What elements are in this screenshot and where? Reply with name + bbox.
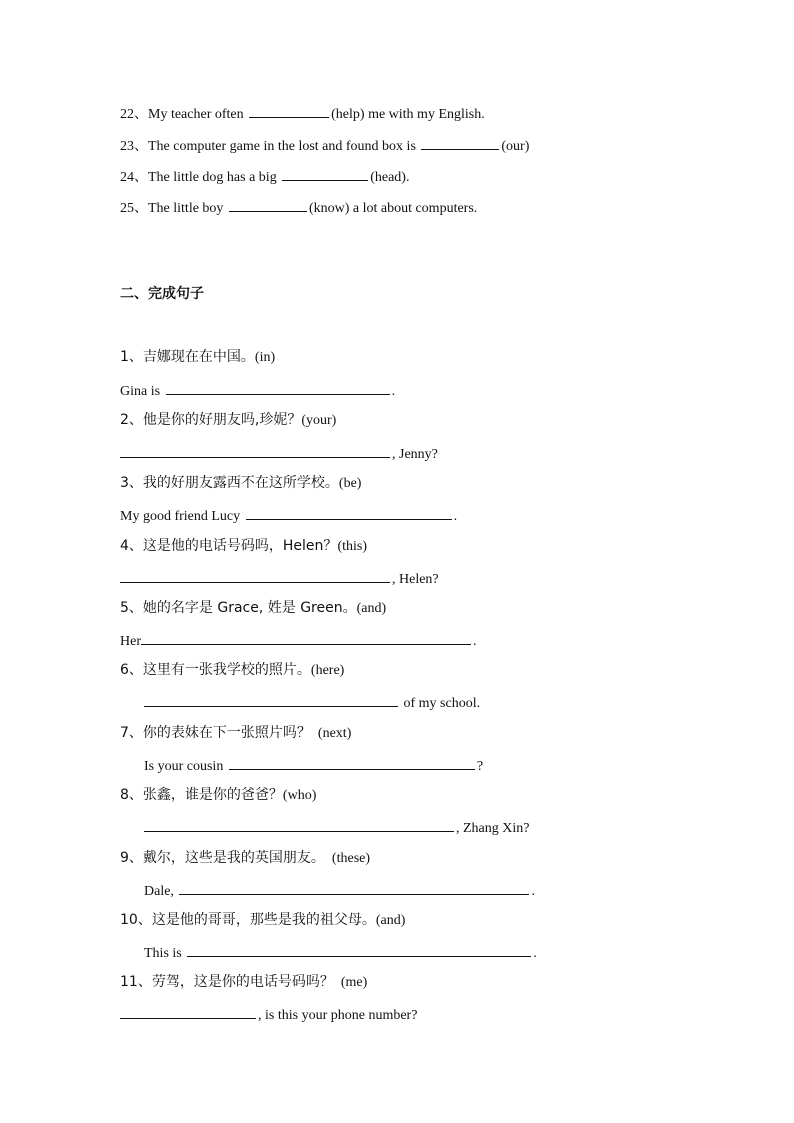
answer-line-10 — [144, 942, 537, 963]
answer-line-4 — [120, 568, 439, 589]
answer-line-5 — [120, 630, 477, 651]
answer-prefix: Gina is — [120, 384, 164, 399]
prompt-text: 3、我的好朋友露西不在这所学校。 — [120, 475, 339, 491]
answer-suffix: . — [531, 884, 535, 899]
sentence-prompt-7 — [120, 724, 351, 743]
section-heading: 二、完成句子 — [120, 286, 204, 302]
answer-prefix: Dale, — [144, 884, 178, 899]
prompt-text: 1、吉娜现在在中国。 — [120, 349, 255, 365]
hint-word: (know) — [308, 201, 350, 216]
hint-word: (your) — [301, 413, 337, 428]
prompt-text: 5、她的名字是 Grace, 姓是 Green。 — [120, 600, 357, 616]
prompt-text: 11、劳驾，这是你的电话号码吗？ — [120, 974, 334, 990]
sentence-prompt-11 — [120, 973, 367, 992]
sentence-prompt-4 — [120, 537, 367, 556]
prompt-text: 9、戴尔，这些是我的英国朋友。 — [120, 850, 325, 866]
hint-word: (who) — [282, 788, 317, 803]
answer-line-7 — [144, 755, 483, 776]
answer-blank[interactable] — [249, 103, 329, 118]
sentence-prompt-3 — [120, 474, 361, 493]
question-text: The little boy — [148, 201, 227, 216]
hint-word: (in) — [254, 350, 276, 365]
question-number: 22、 — [120, 107, 148, 122]
question-text: My teacher often — [148, 107, 248, 122]
prompt-text: 2、他是你的好朋友吗,珍妮？ — [120, 412, 302, 428]
prompt-text: 10、这是他的哥哥，那些是我的祖父母。 — [120, 912, 376, 928]
question-23 — [120, 135, 529, 156]
prompt-text: 8、张鑫，谁是你的爸爸？ — [120, 787, 283, 803]
question-text-end: a lot about computers. — [349, 201, 478, 216]
question-number: 25、 — [120, 201, 148, 216]
answer-blank[interactable] — [187, 942, 531, 957]
question-number: 23、 — [120, 139, 148, 154]
hint-word: (and) — [375, 913, 406, 928]
answer-line-9 — [144, 880, 535, 901]
answer-suffix: , is this your phone number? — [258, 1008, 418, 1023]
prompt-text: 6、这里有一张我学校的照片。 — [120, 662, 311, 678]
answer-blank[interactable] — [166, 380, 390, 395]
answer-prefix: This is — [144, 946, 186, 961]
answer-suffix: , Helen? — [392, 572, 439, 587]
question-text: The computer game in the lost and found box is — [148, 139, 420, 154]
hint-word: (this) — [337, 539, 367, 554]
answer-blank[interactable] — [246, 505, 452, 520]
answer-line-3 — [120, 505, 457, 526]
hint-word: (our) — [501, 139, 530, 154]
answer-blank[interactable] — [229, 197, 307, 212]
hint-word: (be) — [338, 476, 362, 491]
answer-suffix: . — [533, 946, 537, 961]
hint-word: (and) — [356, 601, 387, 616]
answer-blank[interactable] — [141, 630, 471, 645]
answer-suffix: , Jenny? — [392, 447, 438, 462]
question-22 — [120, 103, 485, 124]
question-number: 24、 — [120, 170, 148, 185]
answer-line-2 — [120, 443, 438, 464]
sentence-prompt-10 — [120, 911, 405, 930]
answer-blank[interactable] — [120, 443, 390, 458]
answer-prefix: Is your cousin — [144, 759, 227, 774]
answer-blank[interactable] — [144, 817, 454, 832]
answer-blank[interactable] — [120, 568, 390, 583]
answer-line-8 — [144, 817, 529, 838]
hint-word: (head). — [370, 170, 410, 185]
answer-blank[interactable] — [229, 755, 475, 770]
sentence-prompt-8 — [120, 786, 316, 805]
answer-line-6 — [144, 692, 480, 713]
question-text: The little dog has a big — [148, 170, 281, 185]
answer-suffix: . — [473, 634, 477, 649]
answer-prefix: My good friend Lucy — [120, 509, 244, 524]
hint-word: (me) — [340, 975, 368, 990]
sentence-prompt-2 — [120, 411, 336, 430]
answer-prefix: Her — [120, 634, 141, 649]
answer-suffix: . — [391, 384, 396, 399]
hint-word: (here) — [310, 663, 345, 678]
hint-word: (these) — [331, 851, 371, 866]
question-24 — [120, 166, 409, 187]
sentence-prompt-5 — [120, 599, 386, 618]
answer-suffix: , Zhang Xin? — [456, 821, 530, 836]
hint-word: (next) — [317, 726, 352, 741]
answer-blank[interactable] — [144, 692, 398, 707]
answer-line-1 — [120, 380, 395, 401]
answer-suffix: ? — [476, 759, 484, 774]
sentence-prompt-6 — [120, 661, 344, 680]
answer-blank[interactable] — [421, 135, 499, 150]
question-text-end: me with my English. — [364, 107, 485, 122]
sentence-prompt-1 — [120, 348, 275, 367]
answer-blank[interactable] — [120, 1004, 256, 1019]
hint-word: (help) — [331, 107, 365, 122]
prompt-text: 7、你的表妹在下一张照片吗？ — [120, 725, 311, 741]
answer-line-11 — [120, 1004, 417, 1025]
answer-suffix: of my school. — [400, 696, 481, 711]
answer-blank[interactable] — [282, 166, 368, 181]
answer-blank[interactable] — [179, 880, 529, 895]
answer-suffix: . — [453, 509, 458, 524]
sentence-prompt-9 — [120, 849, 370, 868]
question-25 — [120, 197, 477, 218]
prompt-text: 4、这是他的电话号码吗，Helen？ — [120, 538, 338, 554]
